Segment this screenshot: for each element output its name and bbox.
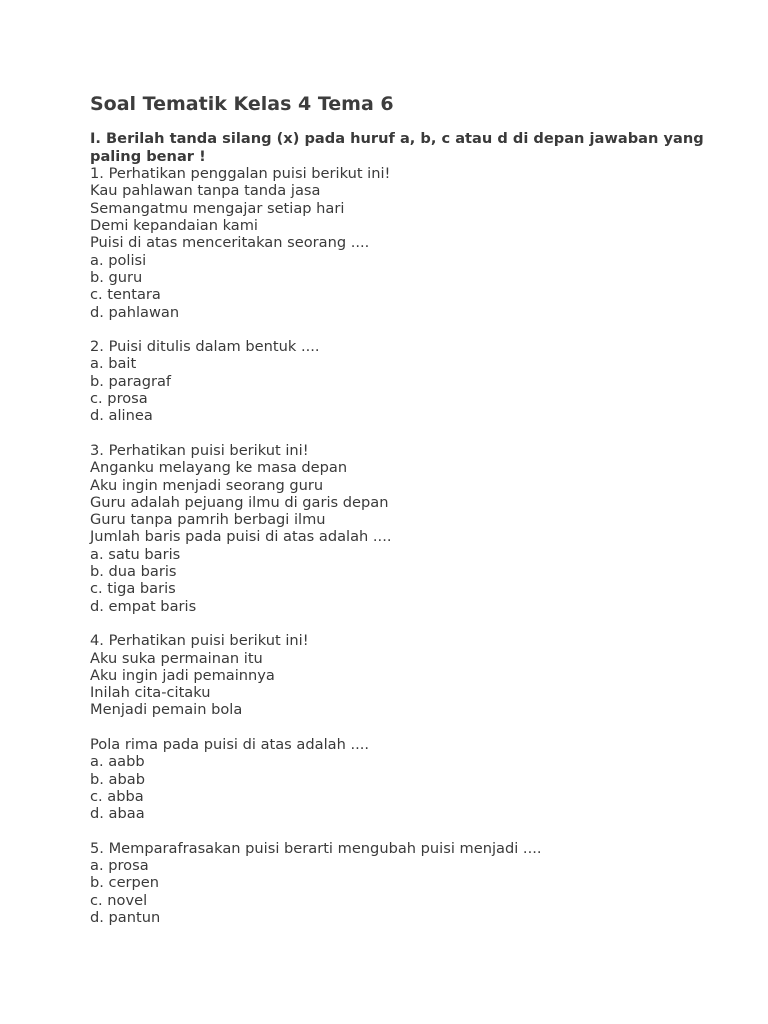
question-spacer [90, 425, 730, 442]
answer-option: d. abaa [90, 805, 145, 823]
question-spacer [90, 822, 730, 839]
page-title: Soal Tematik Kelas 4 Tema 6 [90, 93, 394, 115]
question-block [90, 338, 730, 424]
question-block [90, 165, 730, 321]
answer-option: a. satu baris [90, 545, 181, 563]
question-line: Semangatmu mengajar setiap hari [90, 199, 345, 217]
answer-option: c. novel [90, 891, 148, 909]
answer-option: b. paragraf [90, 372, 172, 390]
question-text: 4. Perhatikan puisi berikut ini! [90, 632, 309, 650]
question-line: Guru tanpa pamrih berbagi ilmu [90, 511, 326, 529]
question-spacer [90, 321, 730, 338]
answer-option: c. tiga baris [90, 580, 176, 598]
blank-line [90, 719, 730, 736]
question-line: Aku ingin menjadi seorang guru [90, 476, 324, 494]
question-text: 2. Puisi ditulis dalam bentuk .... [90, 338, 320, 356]
question-line: Jumlah baris pada puisi di atas adalah .... [90, 528, 392, 546]
question-text: 1. Perhatikan penggalan puisi berikut ini! [90, 165, 391, 183]
answer-option: d. pahlawan [90, 303, 180, 321]
question-line: Inilah cita-citaku [90, 684, 211, 702]
question-line: Anganku melayang ke masa depan [90, 459, 348, 477]
answer-option: d. empat baris [90, 597, 197, 615]
question-block [90, 840, 730, 926]
question-line: Aku suka permainan itu [90, 649, 263, 667]
answer-option: c. abba [90, 787, 144, 805]
answer-option: d. alinea [90, 407, 153, 425]
answer-option: b. cerpen [90, 874, 160, 892]
question-block [90, 632, 730, 822]
question-line: Demi kepandaian kami [90, 217, 258, 235]
answer-option: a. aabb [90, 753, 145, 771]
instruction-text: I. Berilah tanda silang (x) pada huruf a, b, c atau d di depan jawaban yang paling benar ! [90, 130, 704, 165]
answer-option: a. polisi [90, 251, 147, 269]
question-line: Pola rima pada puisi di atas adalah .... [90, 735, 370, 753]
question-line: Guru adalah pejuang ilmu di garis depan [90, 493, 389, 511]
answer-option: a. prosa [90, 857, 149, 875]
document-page [90, 92, 730, 926]
answer-option: c. tentara [90, 286, 161, 304]
answer-option: a. bait [90, 355, 137, 373]
question-line: Kau pahlawan tanpa tanda jasa [90, 182, 321, 200]
question-spacer [90, 615, 730, 632]
answer-option: b. abab [90, 770, 145, 788]
question-text: 3. Perhatikan puisi berikut ini! [90, 441, 309, 459]
question-text: 5. Memparafrasakan puisi berarti mengubah puisi menjadi .... [90, 839, 542, 857]
answer-option: d. pantun [90, 908, 161, 926]
question-list [90, 165, 730, 926]
question-line: Puisi di atas menceritakan seorang .... [90, 234, 370, 252]
answer-option: b. guru [90, 268, 143, 286]
answer-option: c. prosa [90, 390, 148, 408]
question-line: Menjadi pemain bola [90, 701, 243, 719]
question-block [90, 442, 730, 615]
answer-option: b. dua baris [90, 563, 177, 581]
question-line: Aku ingin jadi pemainnya [90, 666, 275, 684]
